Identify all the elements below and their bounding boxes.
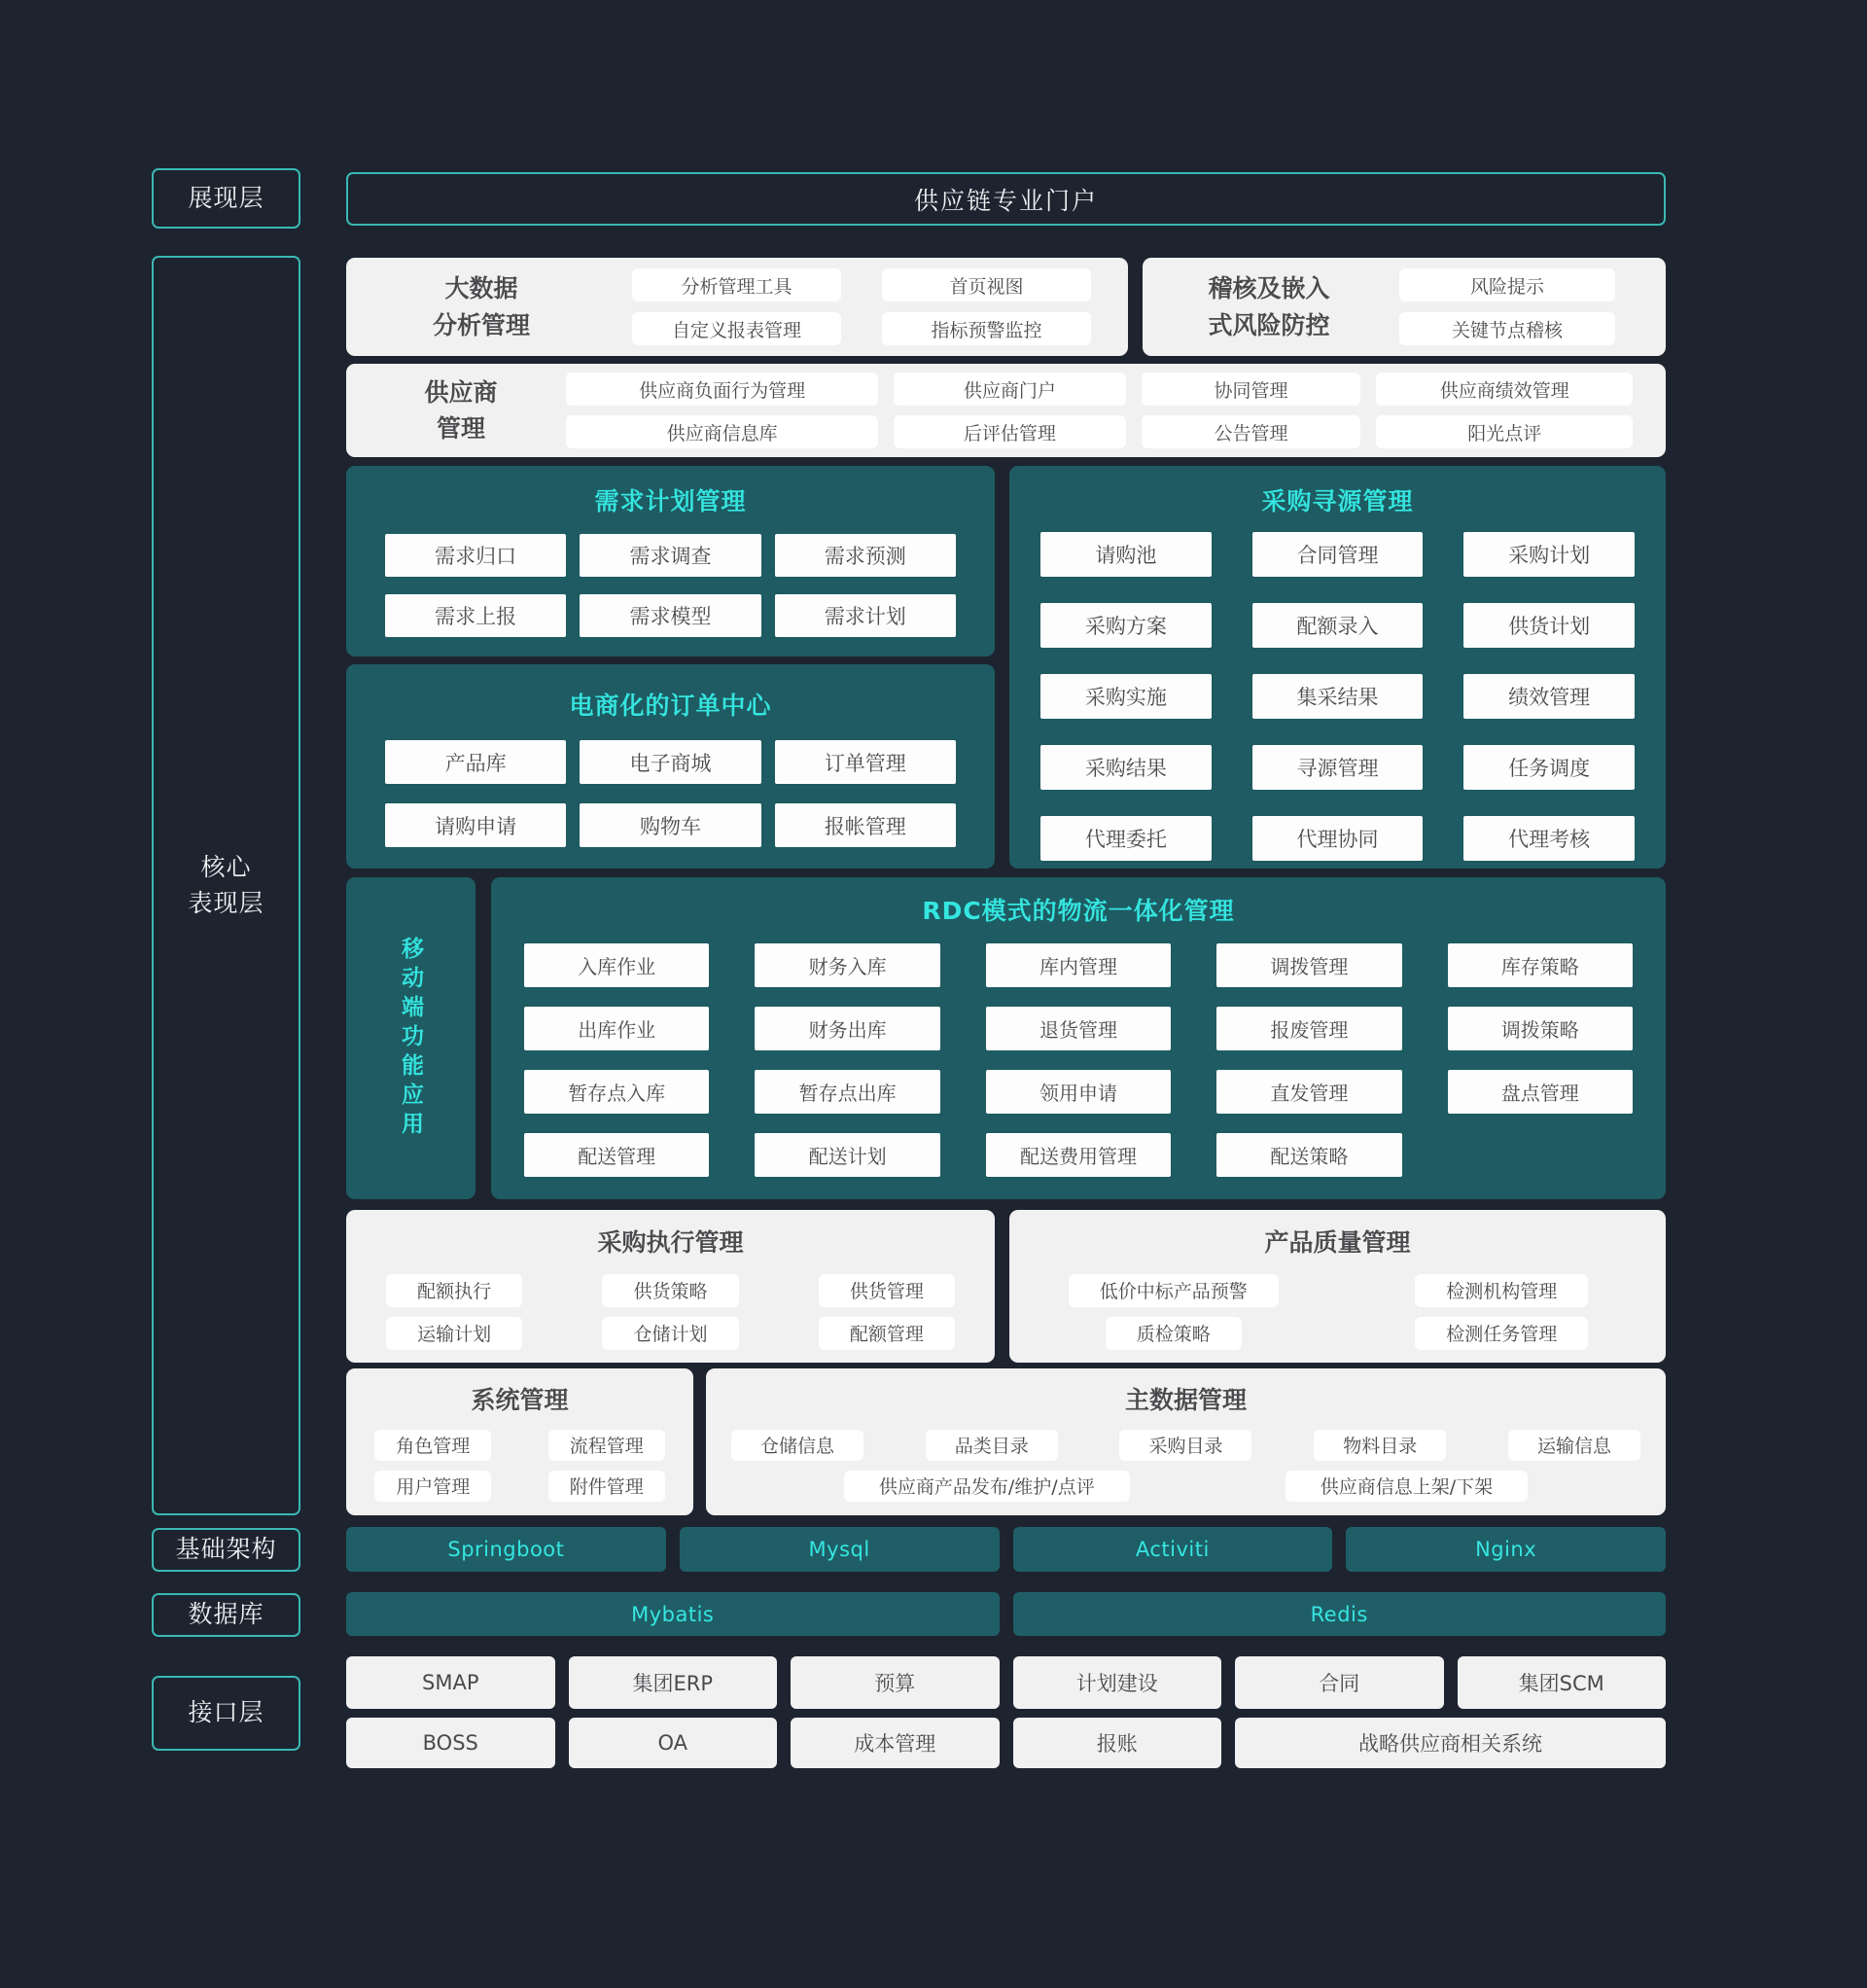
module-chip: 供应商信息库: [566, 415, 878, 448]
module-chip: 任务调度: [1463, 745, 1635, 790]
interface-row-1: [346, 1656, 1666, 1709]
mobile-function-strip: [346, 877, 476, 1199]
module-chip: 供应商负面行为管理: [566, 373, 878, 406]
audit-risk-title: 稽核及嵌入 式风险防控: [1208, 274, 1330, 339]
tech-chip: Activiti: [1013, 1527, 1333, 1572]
module-chip: 配额执行: [386, 1274, 522, 1307]
module-chip: 代理委托: [1040, 816, 1212, 861]
module-chip: 财务出库: [755, 1007, 939, 1050]
module-chip: 出库作业: [524, 1007, 709, 1050]
layer-label-infrastructure: [152, 1528, 300, 1572]
tech-chip: Mybatis: [346, 1592, 1000, 1636]
module-chip: 品类目录: [926, 1430, 1058, 1461]
module-chip: 库存策略: [1448, 943, 1633, 987]
module-chip: 电子商城: [580, 740, 760, 784]
product-quality-title: 产品质量管理: [1264, 1228, 1411, 1257]
interface-system-chip: 报账: [1013, 1718, 1222, 1768]
interface-system-chip: BOSS: [346, 1718, 555, 1768]
module-chip: 暂存点出库: [755, 1070, 939, 1114]
module-chip: 分析管理工具: [632, 268, 841, 302]
layer-label-text: 数据库: [188, 1600, 264, 1629]
module-chip: 配送管理: [524, 1133, 709, 1177]
module-chip: 附件管理: [548, 1471, 665, 1502]
module-chip: 配送费用管理: [986, 1133, 1171, 1177]
rdc-module-grid: [524, 943, 1633, 1177]
interface-system-chip: 计划建设: [1013, 1656, 1222, 1709]
module-chip: 报帐管理: [775, 803, 956, 847]
module-chip: 合同管理: [1252, 532, 1424, 577]
sourcing-module-grid: [1040, 532, 1635, 861]
procurement-sourcing-title: 采购寻源管理: [1261, 487, 1414, 515]
supplier-management-panel: [346, 364, 1666, 457]
layer-label-text: 基础架构: [175, 1535, 277, 1564]
module-chip: 直发管理: [1216, 1070, 1401, 1114]
portal-banner-title: 供应链专业门户: [913, 186, 1098, 215]
audit-module-list: [1372, 268, 1642, 345]
module-chip: 风险提示: [1399, 268, 1615, 302]
demand-planning-panel: [346, 466, 995, 657]
module-chip: 供应商信息上架/下架: [1286, 1471, 1528, 1502]
module-chip: 需求上报: [385, 594, 566, 637]
order-module-grid: [385, 740, 956, 847]
module-chip: 配额录入: [1252, 603, 1424, 648]
bigdata-analysis-panel: [346, 258, 1128, 356]
layer-label-presentation: [152, 168, 300, 229]
module-chip: 检测任务管理: [1415, 1317, 1588, 1350]
interface-row-2: [346, 1718, 1666, 1768]
module-chip: 仓储信息: [731, 1430, 863, 1461]
module-chip: 请购申请: [385, 803, 566, 847]
module-chip: 退货管理: [986, 1007, 1171, 1050]
module-chip: 财务入库: [755, 943, 939, 987]
master-data-row1: [731, 1430, 1640, 1461]
mobile-function-label: 移动端功能应用: [398, 936, 423, 1141]
interface-system-chip: SMAP: [346, 1656, 555, 1709]
module-chip: 需求模型: [580, 594, 760, 637]
module-chip: 供货管理: [819, 1274, 955, 1307]
master-data-title: 主数据管理: [1124, 1386, 1247, 1414]
layer-label-text: 接口层: [188, 1698, 264, 1727]
module-chip: 采购目录: [1119, 1430, 1251, 1461]
portal-banner: [346, 172, 1666, 226]
module-chip: 采购结果: [1040, 745, 1212, 790]
execution-module-grid: [346, 1274, 995, 1350]
layer-label-text: 展现层: [188, 183, 264, 212]
main-content: [346, 172, 1666, 1768]
master-data-panel: [706, 1368, 1666, 1515]
module-chip: 调拨策略: [1448, 1007, 1633, 1050]
module-chip: 需求调查: [580, 534, 760, 577]
module-chip: 配额管理: [819, 1317, 955, 1350]
analysis-audit-row: [346, 258, 1666, 356]
master-data-row2: [731, 1471, 1640, 1502]
audit-risk-panel: [1143, 258, 1666, 356]
tech-chip: Mysql: [680, 1527, 1000, 1572]
interface-system-chip: 集团SCM: [1458, 1656, 1667, 1709]
module-chip: 寻源管理: [1252, 745, 1424, 790]
module-chip: 供应商绩效管理: [1376, 373, 1633, 406]
tech-chip: Springboot: [346, 1527, 666, 1572]
module-chip: 阳光点评: [1376, 415, 1633, 448]
logistics-row: [346, 877, 1666, 1199]
bigdata-analysis-title: 大数据 分析管理: [432, 274, 530, 339]
module-chip: 用户管理: [374, 1471, 491, 1502]
module-chip: 物料目录: [1314, 1430, 1446, 1461]
module-chip: 领用申请: [986, 1070, 1171, 1114]
core-modules-row: [346, 466, 1666, 869]
layer-label-text: 核心: [200, 853, 252, 882]
demand-module-grid: [385, 534, 956, 637]
product-quality-panel: [1009, 1210, 1666, 1363]
module-chip: 配送策略: [1216, 1133, 1401, 1177]
supplier-management-title: 供应商 管理: [424, 377, 498, 443]
module-chip: 后评估管理: [894, 415, 1125, 448]
module-chip: 库内管理: [986, 943, 1171, 987]
module-chip: 自定义报表管理: [632, 312, 841, 345]
interface-system-chip: 预算: [791, 1656, 1000, 1709]
module-chip: 产品库: [385, 740, 566, 784]
interface-system-chip: OA: [569, 1718, 778, 1768]
demand-order-column: [346, 466, 995, 869]
module-chip: 协同管理: [1142, 373, 1361, 406]
module-chip: 首页视图: [882, 268, 1091, 302]
module-chip: 运输信息: [1508, 1430, 1640, 1461]
layer-label-text: 表现层: [188, 888, 264, 917]
quality-module-grid: [1009, 1274, 1666, 1350]
module-chip: 运输计划: [386, 1317, 522, 1350]
bigdata-module-grid: [593, 268, 1105, 345]
order-center-panel: [346, 664, 995, 869]
module-chip: 公告管理: [1142, 415, 1361, 448]
layer-label-interface: [152, 1676, 300, 1751]
module-chip: 角色管理: [374, 1430, 491, 1461]
supplier-module-grid: [543, 373, 1633, 448]
module-chip: 订单管理: [775, 740, 956, 784]
database-row: [346, 1592, 1666, 1636]
module-chip: 流程管理: [548, 1430, 665, 1461]
layer-label-core: [152, 256, 300, 1515]
module-chip: 集采结果: [1252, 674, 1424, 719]
module-chip: 供货策略: [602, 1274, 738, 1307]
system-module-grid: [346, 1430, 693, 1502]
module-chip: 供货计划: [1463, 603, 1635, 648]
system-management-title: 系统管理: [471, 1386, 569, 1414]
module-chip: 需求计划: [775, 594, 956, 637]
module-chip: 需求预测: [775, 534, 956, 577]
module-chip: 指标预警监控: [882, 312, 1091, 345]
procurement-execution-panel: [346, 1210, 995, 1363]
system-management-panel: [346, 1368, 693, 1515]
module-chip: 检测机构管理: [1415, 1274, 1588, 1307]
module-chip: 代理协同: [1252, 816, 1424, 861]
rdc-logistics-panel: [491, 877, 1666, 1199]
module-chip: 入库作业: [524, 943, 709, 987]
module-chip: 报废管理: [1216, 1007, 1401, 1050]
system-masterdata-row: [346, 1368, 1666, 1515]
module-chip: 低价中标产品预警: [1069, 1274, 1279, 1307]
module-chip: 暂存点入库: [524, 1070, 709, 1114]
module-chip: 绩效管理: [1463, 674, 1635, 719]
module-chip: 盘点管理: [1448, 1070, 1633, 1114]
interface-system-chip: 战略供应商相关系统: [1235, 1718, 1666, 1768]
order-center-title: 电商化的订单中心: [569, 692, 772, 720]
module-chip: 供应商门户: [894, 373, 1125, 406]
execution-quality-row: [346, 1210, 1666, 1363]
tech-chip: Redis: [1013, 1592, 1667, 1636]
module-chip: 配送计划: [755, 1133, 939, 1177]
layer-label-database: [152, 1593, 300, 1637]
module-chip: 关键节点稽核: [1399, 312, 1615, 345]
module-chip: 调拨管理: [1216, 943, 1401, 987]
interface-system-chip: 合同: [1235, 1656, 1444, 1709]
procurement-sourcing-panel: [1009, 466, 1666, 869]
procurement-execution-title: 采购执行管理: [597, 1228, 744, 1257]
module-chip: 采购实施: [1040, 674, 1212, 719]
infrastructure-row: [346, 1527, 1666, 1572]
module-chip: 仓储计划: [602, 1317, 738, 1350]
module-chip: 供应商产品发布/维护/点评: [844, 1471, 1130, 1502]
demand-planning-title: 需求计划管理: [594, 487, 747, 515]
module-chip: 需求归口: [385, 534, 566, 577]
rdc-logistics-title: RDC模式的物流一体化管理: [922, 897, 1235, 925]
module-chip: 采购方案: [1040, 603, 1212, 648]
interface-system-chip: 集团ERP: [569, 1656, 778, 1709]
interface-system-chip: 成本管理: [791, 1718, 1000, 1768]
tech-chip: Nginx: [1346, 1527, 1666, 1572]
module-chip: 代理考核: [1463, 816, 1635, 861]
module-chip: 质检策略: [1106, 1317, 1242, 1350]
module-chip: 请购池: [1040, 532, 1212, 577]
module-chip: 采购计划: [1463, 532, 1635, 577]
module-chip: 购物车: [580, 803, 760, 847]
